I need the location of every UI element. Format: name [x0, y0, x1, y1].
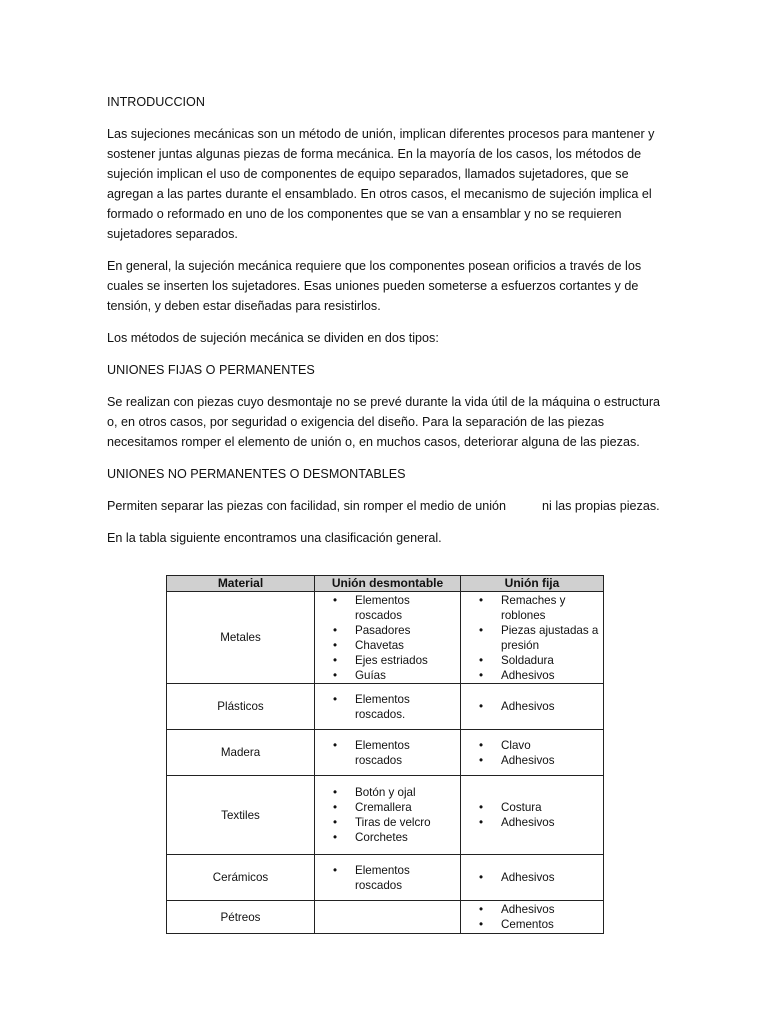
list-item: • Costura: [501, 800, 603, 815]
list-item: • Botón y ojal: [355, 785, 460, 800]
list-item: • Tiras de velcro: [355, 815, 460, 830]
material-cell: Plásticos: [167, 684, 315, 730]
desmontable-cell: [315, 730, 461, 776]
list-item: • Soldadura: [501, 653, 603, 668]
list-item: • Elementos roscados: [355, 863, 460, 893]
table-row: [167, 855, 604, 901]
fija-cell: [461, 684, 604, 730]
paragraph-part-b: ni las propias piezas.: [542, 499, 660, 513]
list-item: • Elementos roscados: [355, 593, 460, 623]
list-item: • Guías: [355, 668, 460, 683]
header-union-fija: Unión fija: [461, 576, 604, 592]
heading-uniones-desmontables: UNIONES NO PERMANENTES O DESMONTABLES: [107, 467, 406, 481]
paragraph-uniones-desmontables: [107, 496, 663, 516]
desmontable-cell: [315, 855, 461, 901]
material-cell: Textiles: [167, 776, 315, 855]
paragraph-intro: Las sujeciones mecánicas son un método de unión, implican diferentes procesos para mantener y sostener juntas algunas piezas de forma mecánica. En la mayoría de los casos, los métodos de sujeción implican el uso de componentes de equipo separados, llamados sujetadores, que se agregan a las partes durante el ensamblado. En otros casos, el mecanismo de sujeción implica el formado o reformado en uno de los componentes que se van a ensamblar y no se requieren sujetadores separados.: [107, 127, 655, 241]
header-material: Material: [167, 576, 315, 592]
desmontable-cell: [315, 684, 461, 730]
table-header-row: [167, 576, 604, 592]
header-union-desmontable: Unión desmontable: [315, 576, 461, 592]
list-item: • Adhesivos: [501, 815, 603, 830]
table-row: [167, 684, 604, 730]
table-row: [167, 776, 604, 855]
heading-introduccion: INTRODUCCION: [107, 95, 205, 109]
list-item: • Elementos roscados.: [355, 692, 460, 722]
list-item: • Clavo: [501, 738, 603, 753]
list-item: • Adhesivos: [501, 668, 603, 683]
table-row: [167, 901, 604, 934]
fija-cell: [461, 730, 604, 776]
paragraph-uniones-fijas: Se realizan con piezas cuyo desmontaje no se prevé durante la vida útil de la máquina o estructura o, en otros casos, por seguridad o exigencia del diseño. Para la separación de las piezas necesitamos romper el elemento de unión o, en muchos casos, deteriorar alguna de las piezas.: [107, 395, 661, 449]
table-row: [167, 592, 604, 684]
material-cell: Pétreos: [167, 901, 315, 934]
material-cell: Cerámicos: [167, 855, 315, 901]
list-item: • Adhesivos: [501, 699, 603, 714]
list-item: • Adhesivos: [501, 870, 603, 885]
list-item: • Remaches y roblones: [501, 593, 603, 623]
list-item: • Adhesivos: [501, 902, 603, 917]
document-body: [107, 92, 663, 560]
list-item: • Cremallera: [355, 800, 460, 815]
material-cell: Madera: [167, 730, 315, 776]
classification-table: [166, 575, 604, 934]
fija-cell: [461, 901, 604, 934]
fija-cell: [461, 592, 604, 684]
list-item: • Adhesivos: [501, 753, 603, 768]
list-item: • Pasadores: [355, 623, 460, 638]
desmontable-cell: [315, 776, 461, 855]
list-item: • Ejes estriados: [355, 653, 460, 668]
list-item: • Elementos roscados: [355, 738, 460, 768]
desmontable-cell: [315, 592, 461, 684]
list-item: • Corchetes: [355, 830, 460, 845]
heading-uniones-fijas: UNIONES FIJAS O PERMANENTES: [107, 363, 315, 377]
fija-cell: [461, 776, 604, 855]
list-item: • Chavetas: [355, 638, 460, 653]
material-cell: Metales: [167, 592, 315, 684]
list-item: • Piezas ajustadas a presión: [501, 623, 603, 653]
table-row: [167, 730, 604, 776]
paragraph-tabla: En la tabla siguiente encontramos una clasificación general.: [107, 531, 442, 545]
paragraph-tipos: Los métodos de sujeción mecánica se dividen en dos tipos:: [107, 331, 439, 345]
paragraph-orificios: En general, la sujeción mecánica requiere que los componentes posean orificios a través de los cuales se inserten los sujetadores. Esas uniones pueden someterse a esfuerzos cortantes y de tensión, y deben estar diseñadas para resistirlos.: [107, 259, 642, 313]
fija-cell: [461, 855, 604, 901]
desmontable-cell: [315, 901, 461, 934]
paragraph-part-a: Permiten separar las piezas con facilidad, sin romper el medio de unión: [107, 499, 507, 513]
list-item: • Cementos: [501, 917, 603, 932]
